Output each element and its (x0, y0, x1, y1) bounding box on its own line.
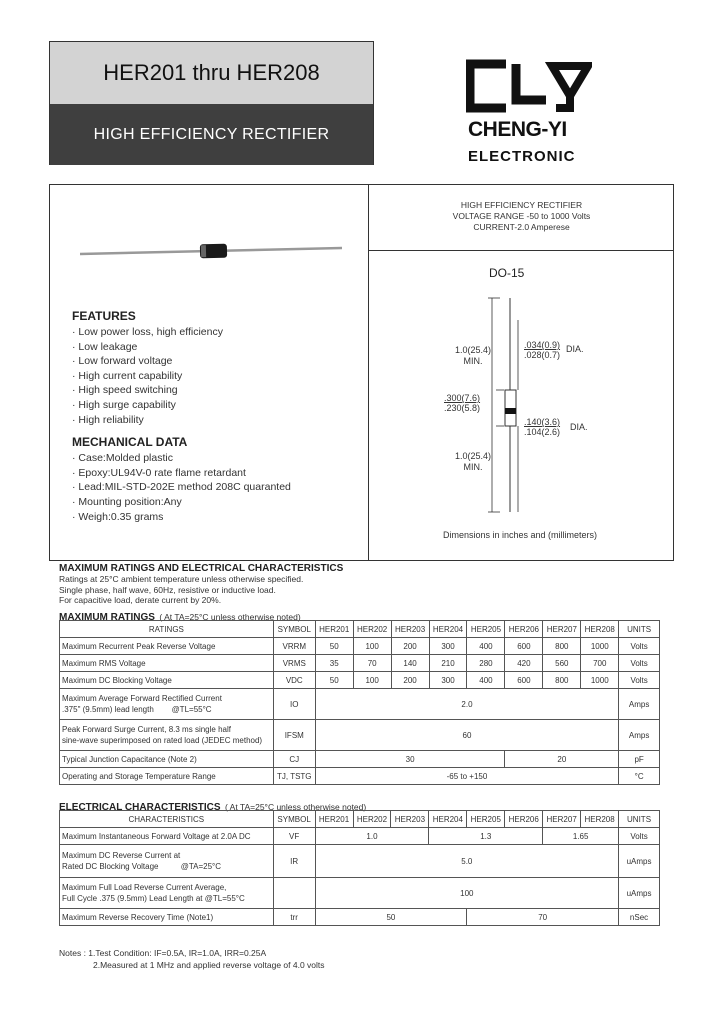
table-header: CHARACTERISTICS (60, 811, 274, 828)
dimension-note: Dimensions in inches and (millimeters) (443, 530, 598, 540)
table-cell: CJ (273, 751, 315, 768)
table-cell: 70 (467, 909, 619, 926)
table-cell: 30 (315, 751, 505, 768)
mechanical-heading: MECHANICAL DATA (72, 435, 188, 450)
table-header: HER208 (581, 811, 619, 828)
table-cell: 50 (315, 909, 467, 926)
table-header: HER206 (505, 621, 543, 638)
table-header: HER205 (467, 621, 505, 638)
table-cell: 200 (391, 638, 429, 655)
lead-length-1: 1.0(25.4) (455, 345, 492, 355)
table-header-row (60, 811, 660, 828)
table-cell: Full Cycle .375 (9.5mm) Lead Length at @TL=55°C (62, 894, 245, 903)
elec-table (59, 810, 660, 926)
table-cell: 1.0 (315, 828, 429, 845)
table-cell: 300 (429, 672, 467, 689)
table-header: HER206 (505, 811, 543, 828)
note-2: 2.Measured at 1 MHz and applied reverse voltage of 4.0 volts (93, 960, 325, 970)
summary-block (369, 200, 674, 233)
table-header: HER201 (315, 621, 353, 638)
body-len-max: .300(7.6) (444, 393, 481, 403)
note-1: Notes : 1.Test Condition: IF=0.5A, IR=1.0A, IRR=0.25A (59, 948, 267, 958)
table-cell: 70 (353, 655, 391, 672)
table-cell: 600 (505, 672, 543, 689)
brand-name: CHENG-YI (468, 118, 567, 141)
table-cell: VF (273, 828, 315, 845)
table-header: UNITS (619, 811, 660, 828)
table-row (60, 768, 660, 785)
body-dia-max: .140(3.6) (524, 417, 561, 427)
ratings-condition-1: Ratings at 25°C ambient temperature unless otherwise specified. (59, 574, 304, 584)
table-header: SYMBOL (273, 811, 315, 828)
part-title: HER201 thru HER208 (50, 42, 373, 104)
max-ratings-heading: MAXIMUM RATINGS (59, 611, 155, 623)
table-row (60, 845, 660, 878)
feature-item: · High reliability (72, 413, 144, 426)
table-cell: 35 (315, 655, 353, 672)
ratings-condition-3: For capacitive load, derate current by 20%. (59, 595, 222, 605)
diode-image-icon (80, 240, 342, 264)
title-box (49, 41, 374, 165)
table-header: HER202 (353, 811, 391, 828)
table-cell: Maximum DC Reverse Current at (62, 851, 181, 860)
table-cell: 60 (315, 720, 619, 751)
lead-length-2: 1.0(25.4) (455, 451, 492, 461)
table-cell: @TA=25°C (180, 862, 222, 871)
table-header: HER207 (543, 621, 581, 638)
table-cell: sine-wave superimposed on rated load (JEDEC method) (62, 736, 263, 745)
table-cell: 1000 (581, 638, 619, 655)
table-cell: IFSM (273, 720, 315, 751)
table-cell: Amps (619, 720, 660, 751)
table-cell: 300 (429, 638, 467, 655)
features-heading: FEATURES (72, 309, 136, 323)
table-header: HER205 (467, 811, 505, 828)
elec-heading: ELECTRICAL CHARACTERISTICS (59, 802, 221, 813)
table-header: HER208 (581, 621, 619, 638)
ratings-condition-2: Single phase, half wave, 60Hz, resistive or inductive load. (59, 584, 276, 595)
table-cell: VRMS (273, 655, 315, 672)
info-box-divider (368, 184, 369, 561)
summary-line-2: VOLTAGE RANGE -50 to 1000 Volts (452, 211, 591, 221)
table-cell: 400 (467, 638, 505, 655)
table-header: HER201 (315, 811, 353, 828)
table-cell: Maximum Average Forward Rectified Current (62, 694, 222, 703)
mechanical-item: · Case:Molded plastic (72, 452, 173, 465)
table-cell: Volts (619, 828, 660, 845)
table-row (60, 909, 660, 926)
table-header: HER207 (543, 811, 581, 828)
table-header: RATINGS (60, 621, 274, 638)
feature-item: · High current capability (72, 369, 183, 382)
table-cell: 2.0 (315, 689, 619, 720)
table-cell: °C (619, 768, 660, 785)
table-cell: 20 (505, 751, 619, 768)
mechanical-item: · Weigh:0.35 grams (72, 510, 164, 523)
table-row (60, 638, 660, 655)
table-cell: 1.65 (543, 828, 619, 845)
table-header: HER202 (353, 621, 391, 638)
table-row (60, 878, 660, 909)
max-ratings-table (59, 620, 660, 785)
part-subtitle: HIGH EFFICIENCY RECTIFIER (50, 104, 373, 165)
table-cell: 100 (353, 672, 391, 689)
table-cell: uAmps (619, 845, 660, 878)
table-header: HER203 (391, 621, 429, 638)
table-cell: 600 (505, 638, 543, 655)
lead-length-2-min: MIN. (463, 462, 483, 472)
table-cell: 100 (353, 638, 391, 655)
table-cell: 700 (581, 655, 619, 672)
table-row (60, 751, 660, 768)
table-cell: Typical Junction Capacitance (Note 2) (60, 751, 274, 768)
table-cell: 560 (543, 655, 581, 672)
table-cell: Operating and Storage Temperature Range (60, 768, 274, 785)
table-cell: Volts (619, 655, 660, 672)
summary-line-3: CURRENT-2.0 Amperese (473, 222, 570, 232)
elec-condition: ( At TA=25°C unless otherwise noted) (224, 802, 367, 812)
mechanical-item: · Epoxy:UL94V-0 rate flame retardant (72, 466, 246, 479)
table-cell: Maximum Recurrent Peak Reverse Voltage (60, 638, 274, 655)
table-cell: 50 (315, 638, 353, 655)
table-cell: nSec (619, 909, 660, 926)
table-cell: .375" (9.5mm) lead length (62, 705, 154, 714)
table-cell: 140 (391, 655, 429, 672)
table-cell: Maximum RMS Voltage (60, 655, 274, 672)
lead-dia-max: .034(0.9) (524, 340, 561, 350)
feature-item: · High surge capability (72, 398, 176, 411)
ratings-section-heading: MAXIMUM RATINGS AND ELECTRICAL CHARACTERISTICS (59, 563, 344, 574)
table-cell: VRRM (273, 638, 315, 655)
table-cell: Maximum Full Load Reverse Current Average, (62, 883, 227, 892)
table-cell: 210 (429, 655, 467, 672)
table-cell: @TL=55°C (171, 705, 212, 714)
table-row (60, 672, 660, 689)
table-cell: TJ, TSTG (273, 768, 315, 785)
table-cell: Volts (619, 672, 660, 689)
table-cell: VDC (273, 672, 315, 689)
table-row (60, 655, 660, 672)
table-row (60, 689, 660, 720)
table-cell: 200 (391, 672, 429, 689)
table-cell: 280 (467, 655, 505, 672)
package-name: DO-15 (489, 266, 525, 280)
lead-dia-label: DIA. (566, 344, 584, 354)
table-cell: Maximum Instantaneous Forward Voltage at 2.0A DC (60, 828, 274, 845)
feature-item: · Low leakage (72, 340, 138, 353)
table-cell: 800 (543, 672, 581, 689)
table-cell: 420 (505, 655, 543, 672)
table-cell: -65 to +150 (315, 768, 619, 785)
table-header: SYMBOL (273, 621, 315, 638)
table-cell: 100 (315, 878, 619, 909)
table-cell: Maximum Reverse Recovery Time (Note1) (60, 909, 274, 926)
table-cell: trr (273, 909, 315, 926)
mechanical-item: · Lead:MIL-STD-202E method 208C quaranted (72, 481, 291, 494)
table-cell: 1000 (581, 672, 619, 689)
table-cell: uAmps (619, 878, 660, 909)
table-cell: 1.3 (429, 828, 543, 845)
table-cell: Amps (619, 689, 660, 720)
summary-line-1: HIGH EFFICIENCY RECTIFIER (460, 200, 583, 210)
table-header: HER203 (391, 811, 429, 828)
feature-item: · Low power loss, high efficiency (72, 326, 223, 338)
table-cell: 5.0 (315, 845, 619, 878)
summary-divider (369, 250, 674, 251)
body-dia-label: DIA. (570, 422, 588, 432)
table-cell: 50 (315, 672, 353, 689)
table-cell: IR (273, 845, 315, 878)
table-cell: 400 (467, 672, 505, 689)
table-cell: Rated DC Blocking Voltage (62, 862, 159, 871)
lead-dia-min: .028(0.7) (524, 350, 561, 360)
table-cell: Volts (619, 638, 660, 655)
chengyi-logo-icon (466, 58, 592, 114)
table-header: HER204 (429, 621, 467, 638)
table-header-row (60, 621, 660, 638)
table-row (60, 720, 660, 751)
table-cell: Maximum DC Blocking Voltage (60, 672, 274, 689)
feature-item: · Low forward voltage (72, 355, 173, 368)
table-cell: 800 (543, 638, 581, 655)
brand-subtitle: ELECTRONIC (468, 148, 576, 165)
table-cell: pF (619, 751, 660, 768)
table-row (60, 828, 660, 845)
table-cell: IO (273, 689, 315, 720)
table-header: UNITS (619, 621, 660, 638)
body-dia-min: .104(2.6) (524, 427, 561, 437)
lead-length-1-min: MIN. (463, 356, 483, 366)
table-cell: Peak Forward Surge Current, 8.3 ms single half (62, 725, 231, 734)
feature-item: · High speed switching (72, 384, 178, 397)
mechanical-item: · Mounting position:Any (72, 495, 182, 508)
table-header: HER204 (429, 811, 467, 828)
max-ratings-condition: ( At TA=25°C unless otherwise noted) (159, 611, 301, 622)
body-len-min: .230(5.8) (444, 403, 481, 413)
